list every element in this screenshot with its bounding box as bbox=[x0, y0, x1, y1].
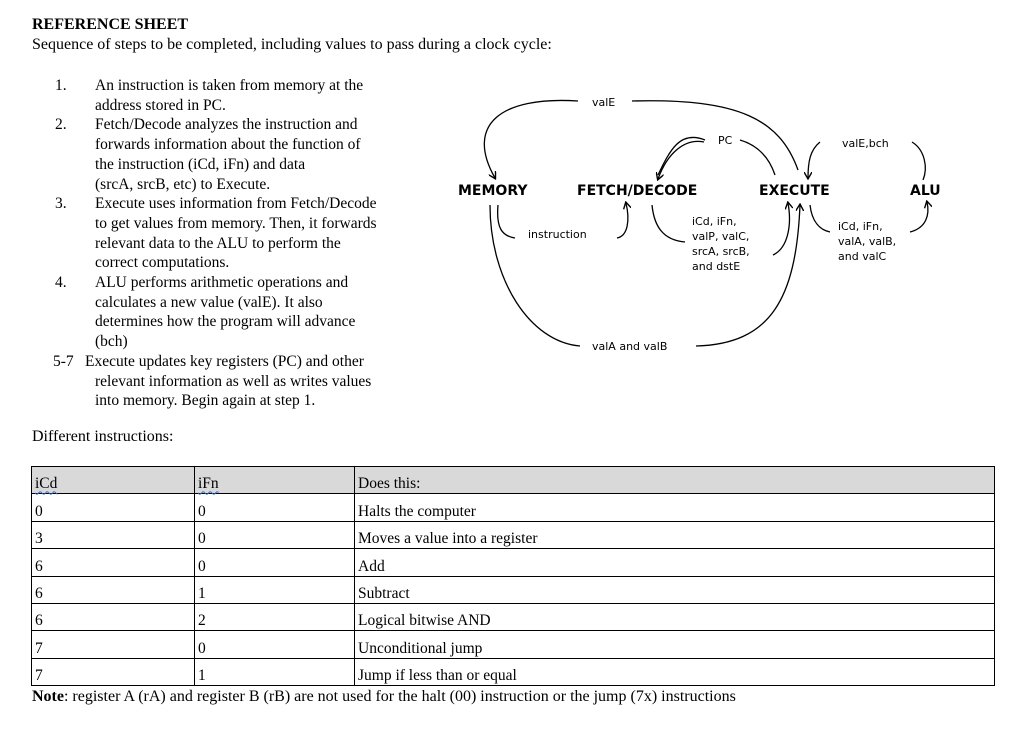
different-instructions-heading: Different instructions: bbox=[32, 428, 174, 445]
arrow-fd-to-execute bbox=[773, 203, 789, 255]
step-number: 1. bbox=[55, 77, 67, 94]
step-item bbox=[0, 115, 405, 194]
cell-description: Subtract bbox=[355, 576, 995, 603]
steps-list bbox=[0, 76, 420, 411]
cell-ifn: 0 bbox=[195, 631, 355, 658]
step-line: forwards information about the function of bbox=[95, 136, 361, 154]
cell-ifn: 1 bbox=[195, 658, 355, 685]
step-line: Execute updates key registers (PC) and other bbox=[85, 352, 364, 370]
table-row bbox=[32, 549, 995, 576]
table-row bbox=[32, 603, 995, 630]
label-exec-alu-line3: and valC bbox=[838, 250, 887, 263]
step-line: calculates a new value (valE). It also bbox=[95, 293, 323, 311]
arrow-exec-to-alu bbox=[910, 202, 928, 232]
cell-icd: 6 bbox=[32, 576, 195, 603]
step-line: relevant information as well as writes values bbox=[95, 372, 372, 390]
step-line: address stored in PC. bbox=[95, 96, 226, 114]
label-instruction: instruction bbox=[528, 228, 587, 241]
cell-description: Jump if less than or equal bbox=[355, 658, 995, 685]
table-row bbox=[32, 521, 995, 548]
alu-node: ALU bbox=[910, 183, 941, 199]
step-item bbox=[0, 76, 405, 115]
label-exec-alu-line1: iCd, iFn, bbox=[838, 220, 883, 233]
step-item bbox=[0, 194, 405, 273]
arrow-instruction-line bbox=[498, 205, 515, 238]
table-row bbox=[32, 576, 995, 603]
table-header-row bbox=[32, 467, 995, 494]
cell-description: Add bbox=[355, 549, 995, 576]
label-valebch: valE,bch bbox=[842, 137, 889, 150]
pipeline-diagram bbox=[440, 80, 960, 370]
note-label: Note bbox=[32, 688, 64, 705]
step-line: correct computations. bbox=[95, 254, 230, 272]
cell-icd: 0 bbox=[32, 494, 195, 521]
cell-description: Unconditional jump bbox=[355, 631, 995, 658]
label-exec-alu-line2: valA, valB, bbox=[838, 235, 897, 248]
note-line bbox=[32, 688, 736, 706]
cell-icd: 6 bbox=[32, 549, 195, 576]
arrow-fd-exec-line bbox=[652, 205, 685, 242]
cell-description: Moves a value into a register bbox=[355, 521, 995, 548]
label-fd-exec-line3: srcA, srcB, bbox=[692, 245, 750, 258]
step-number: 3. bbox=[55, 195, 67, 213]
execute-node: EXECUTE bbox=[759, 183, 830, 199]
header-ifn: iFn bbox=[195, 467, 355, 494]
cell-ifn: 0 bbox=[195, 494, 355, 521]
cell-icd: 6 bbox=[32, 603, 195, 630]
arrow-valebch-from-alu bbox=[912, 142, 925, 180]
instruction-table bbox=[31, 466, 995, 686]
label-fd-exec-line4: and dstE bbox=[692, 260, 741, 273]
label-fd-exec-line2: valP, valC, bbox=[692, 230, 750, 243]
table-row bbox=[32, 631, 995, 658]
label-vale: valE bbox=[592, 96, 616, 109]
arrow-instruction-to-fetch bbox=[617, 203, 628, 238]
cell-icd: 7 bbox=[32, 658, 195, 685]
table-row bbox=[32, 494, 995, 521]
step-line: (bch) bbox=[95, 333, 128, 351]
step-number: 4. bbox=[55, 274, 67, 292]
arrow-exec-alu-line bbox=[810, 205, 830, 232]
cell-icd: 7 bbox=[32, 631, 195, 658]
cell-icd: 3 bbox=[32, 521, 195, 548]
step-number: 2. bbox=[55, 116, 67, 134]
step-line: the instruction (iCd, iFn) and data bbox=[95, 155, 306, 173]
arrow-pc-line bbox=[658, 137, 705, 175]
label-pc: PC bbox=[718, 134, 733, 147]
step-item bbox=[0, 273, 405, 352]
arrow-pc-from-execute bbox=[740, 140, 775, 175]
step-line: to get values from memory. Then, it forwards bbox=[95, 214, 377, 232]
table-row bbox=[32, 658, 995, 685]
label-fd-exec-line1: iCd, iFn, bbox=[692, 215, 737, 228]
header-icd: iCd bbox=[32, 467, 195, 494]
step-line: An instruction is taken from memory at the bbox=[95, 77, 364, 94]
step-number: 5-7 bbox=[53, 352, 74, 370]
note-text: : register A (rA) and register B (rB) are not used for the halt (00) instruction or the jump (7x) instructions bbox=[63, 688, 736, 705]
cell-description: Halts the computer bbox=[355, 494, 995, 521]
step-line: determines how the program will advance bbox=[95, 313, 356, 331]
step-item bbox=[0, 352, 405, 411]
step-line: ALU performs arithmetic operations and bbox=[95, 274, 349, 292]
arrow-valebch-to-execute bbox=[808, 142, 820, 178]
step-line: Fetch/Decode analyzes the instruction and bbox=[95, 116, 358, 134]
label-vala-valb: valA and valB bbox=[592, 340, 668, 353]
memory-node: MEMORY bbox=[458, 183, 528, 199]
step-line: Execute uses information from Fetch/Decode bbox=[95, 195, 377, 213]
arrow-vab-line bbox=[490, 205, 580, 346]
step-line: relevant data to the ALU to perform the bbox=[95, 234, 341, 252]
cell-ifn: 0 bbox=[195, 521, 355, 548]
arrow-vale-line bbox=[632, 101, 798, 170]
cell-description: Logical bitwise AND bbox=[355, 603, 995, 630]
cell-ifn: 2 bbox=[195, 603, 355, 630]
step-line: into memory. Begin again at step 1. bbox=[95, 392, 316, 410]
step-line: (srcA, srcB, etc) to Execute. bbox=[95, 175, 271, 193]
fetch-decode-node: FETCH/DECODE bbox=[577, 183, 698, 199]
cell-ifn: 0 bbox=[195, 549, 355, 576]
sheet-title: REFERENCE SHEET bbox=[32, 16, 189, 33]
cell-ifn: 1 bbox=[195, 576, 355, 603]
arrow-vale-to-memory bbox=[484, 100, 578, 178]
sheet-subtitle: Sequence of steps to be completed, including values to pass during a clock cycle: bbox=[32, 36, 552, 53]
header-description: Does this: bbox=[355, 467, 995, 494]
